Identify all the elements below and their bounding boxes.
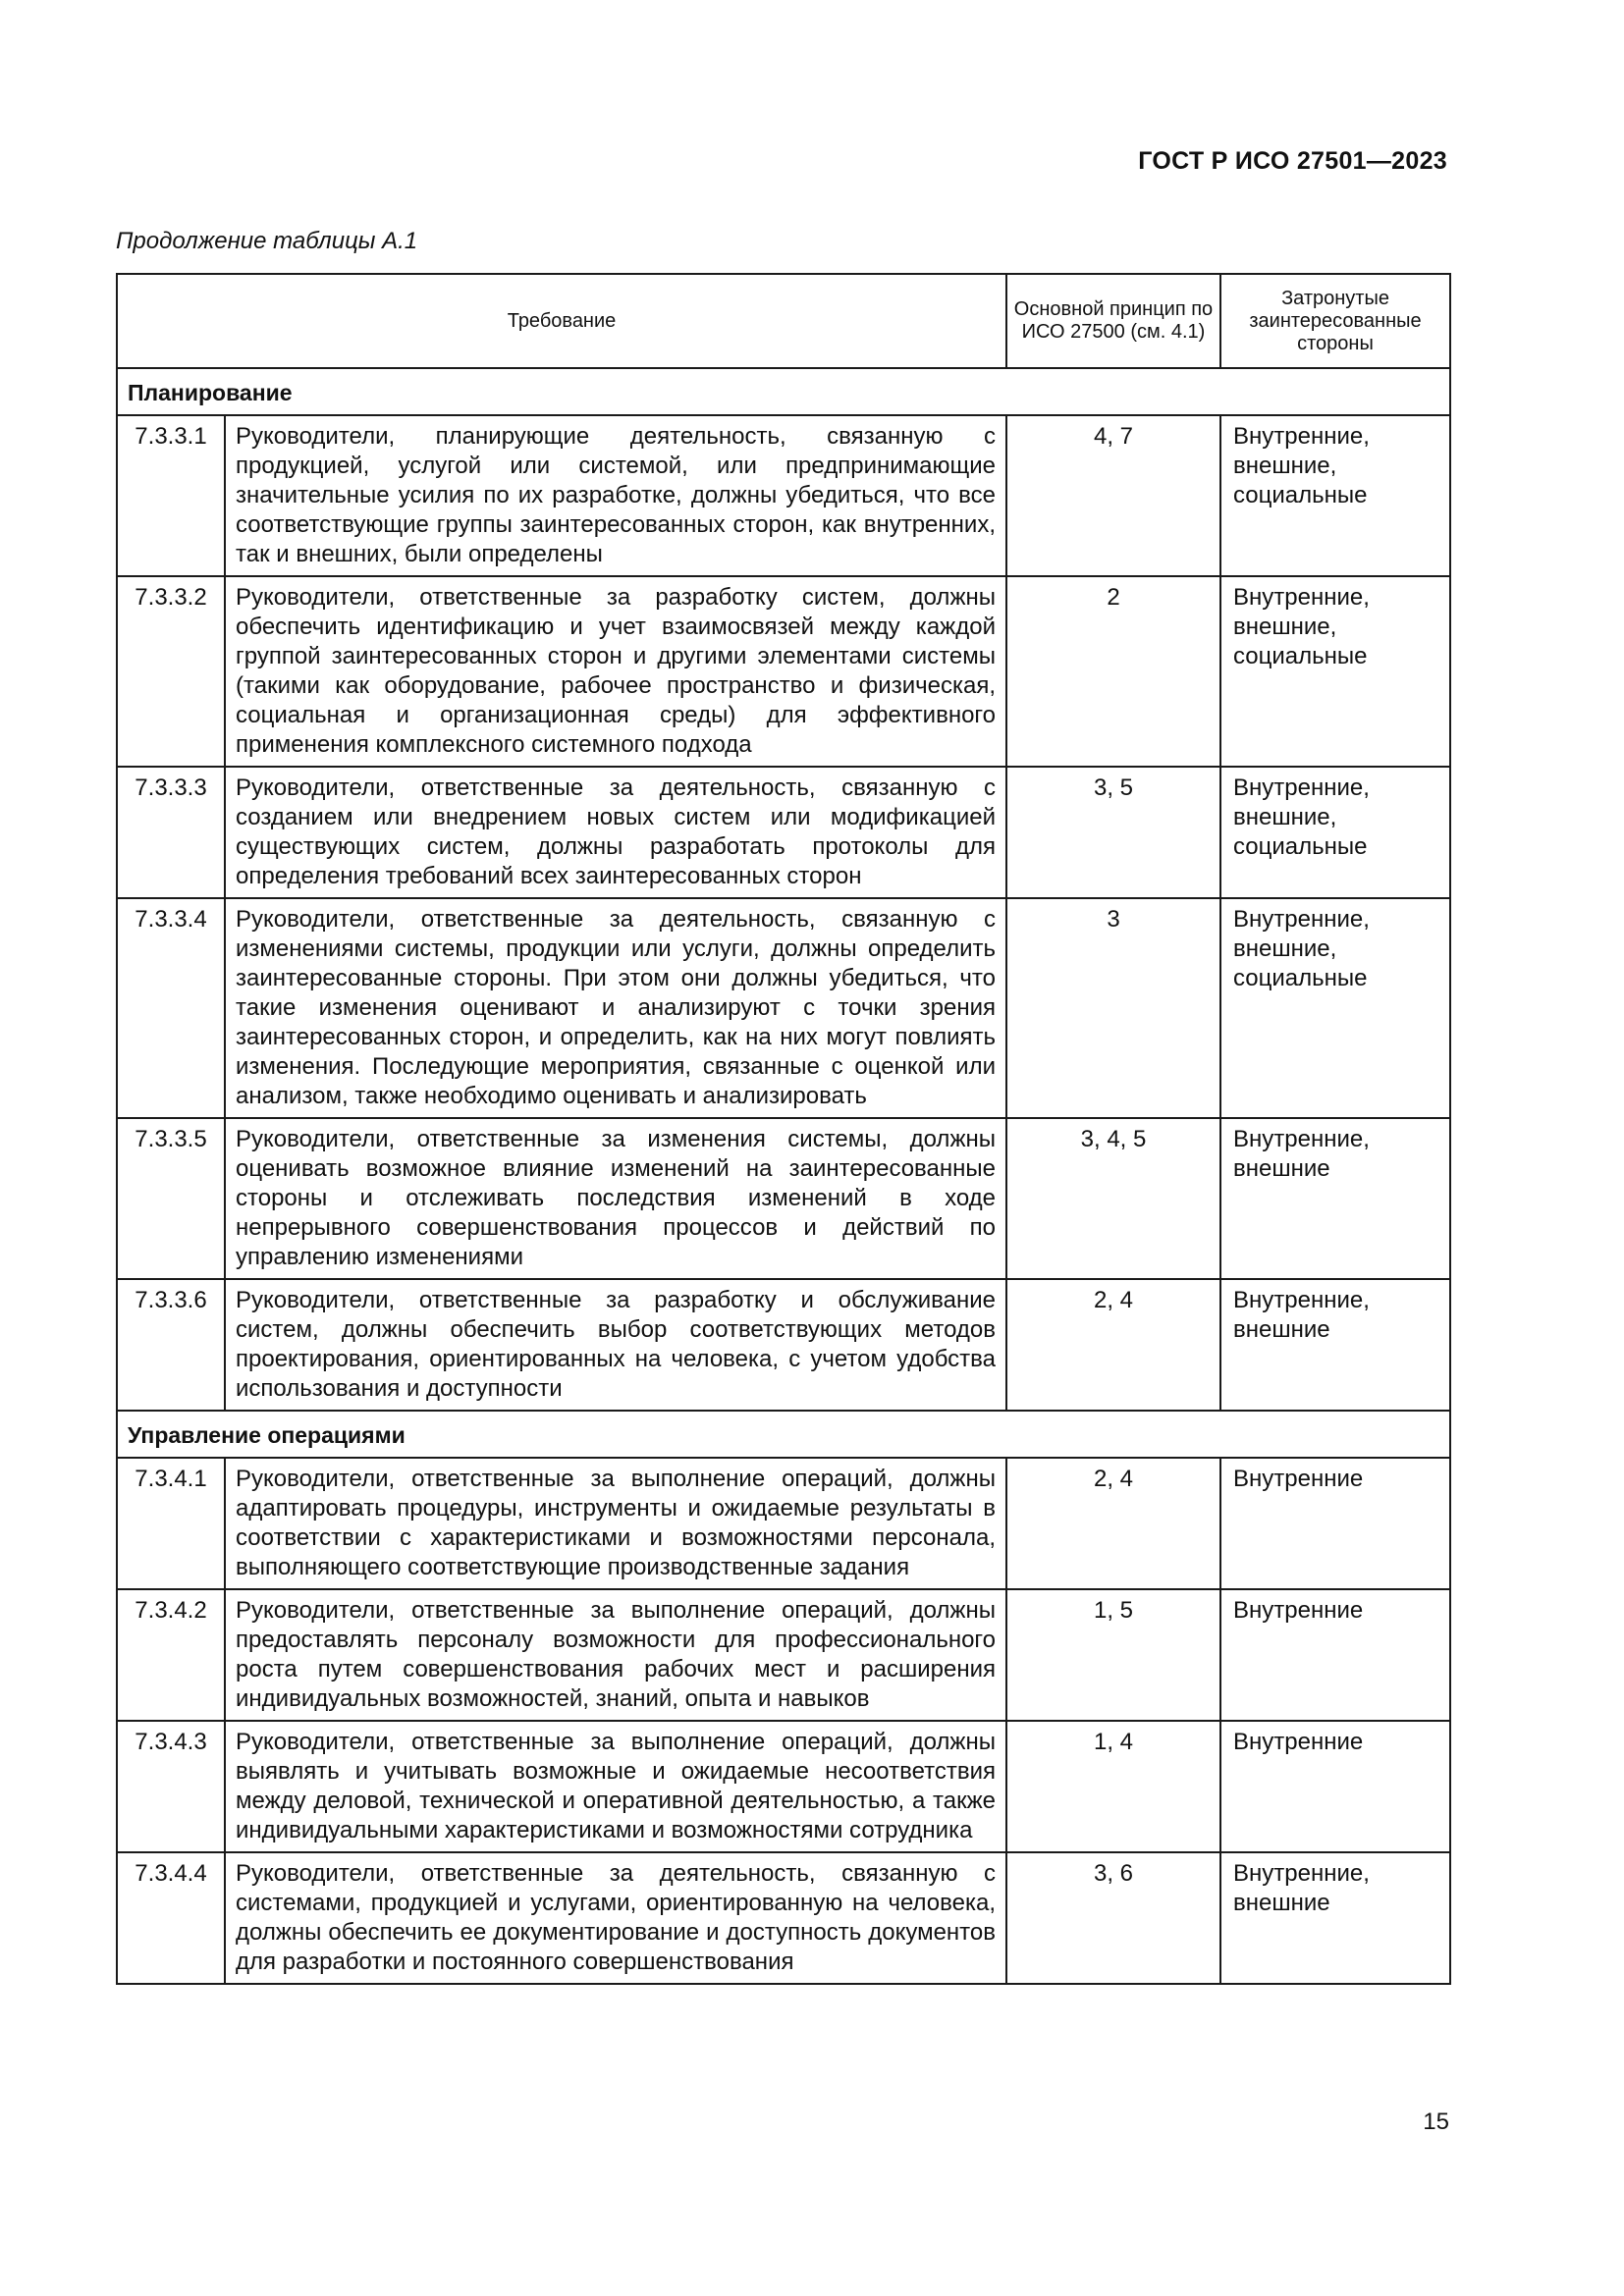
requirement-text: Руководители, ответственные за выполнение операций, должны предоставлять персоналу возможности для профессионального роста путем совершенствования рабочих мест и расширения индивидуальных возможностей, знаний, опыта и навыков — [225, 1589, 1006, 1721]
clause-number: 7.3.3.2 — [117, 576, 225, 767]
clause-number: 7.3.4.1 — [117, 1458, 225, 1589]
principle-ref: 3 — [1006, 898, 1220, 1118]
affected-parties: Внутренние, внешние, социальные — [1220, 898, 1450, 1118]
requirement-text: Руководители, планирующие деятельность, связанную с продукцией, услугой или системой, или предпринимающие значительные усилия по их разработке, должны убедиться, что все соответствующие группы заинтересованных сторон, как внутренних, так и внешних, были определены — [225, 415, 1006, 576]
clause-number: 7.3.3.4 — [117, 898, 225, 1118]
principle-ref: 3, 4, 5 — [1006, 1118, 1220, 1279]
principle-ref: 3, 5 — [1006, 767, 1220, 898]
section-title: Планирование — [117, 368, 1450, 415]
clause-number: 7.3.3.1 — [117, 415, 225, 576]
table-caption: Продолжение таблицы А.1 — [116, 228, 418, 254]
section-title: Управление операциями — [117, 1411, 1450, 1458]
affected-parties: Внутренние, внешние — [1220, 1279, 1450, 1411]
principle-ref: 2, 4 — [1006, 1279, 1220, 1411]
requirement-text: Руководители, ответственные за изменения системы, должны оценивать возможное влияние изменений на заинтересованные стороны и отслеживать последствия изменений в ходе непрерывного совершенствования процессов и действий по управлению изменениями — [225, 1118, 1006, 1279]
page-number: 15 — [1423, 2109, 1449, 2135]
document-code: ГОСТ Р ИСО 27501—2023 — [1138, 147, 1447, 175]
requirements-table — [116, 273, 1451, 1985]
table-row — [117, 898, 1450, 1118]
clause-number: 7.3.3.6 — [117, 1279, 225, 1411]
table-row — [117, 1589, 1450, 1721]
table-row — [117, 767, 1450, 898]
requirement-text: Руководители, ответственные за деятельность, связанную с созданием или внедрением новых систем или модификацией существующих систем, должны разработать протоколы для определения требований всех заинтересованных сторон — [225, 767, 1006, 898]
clause-number: 7.3.3.3 — [117, 767, 225, 898]
principle-ref: 1, 5 — [1006, 1589, 1220, 1721]
column-header-requirement: Требование — [117, 274, 1006, 368]
table-row — [117, 1458, 1450, 1589]
requirement-text: Руководители, ответственные за разработку систем, должны обеспечить идентификацию и учет взаимосвязей между каждой группой заинтересованных сторон и другими элементами системы (такими как оборудование, рабочее пространство и физическая, социальная и организационная среды) для эффективного применения комплексного системного подхода — [225, 576, 1006, 767]
table-row — [117, 1721, 1450, 1852]
affected-parties: Внутренние, внешние — [1220, 1118, 1450, 1279]
affected-parties: Внутренние, внешние — [1220, 1852, 1450, 1984]
affected-parties: Внутренние — [1220, 1721, 1450, 1852]
principle-ref: 2 — [1006, 576, 1220, 767]
affected-parties: Внутренние — [1220, 1589, 1450, 1721]
clause-number: 7.3.4.4 — [117, 1852, 225, 1984]
clause-number: 7.3.4.2 — [117, 1589, 225, 1721]
principle-ref: 3, 6 — [1006, 1852, 1220, 1984]
table-row — [117, 415, 1450, 576]
affected-parties: Внутренние, внешние, социальные — [1220, 415, 1450, 576]
column-header-principle: Основной принцип по ИСО 27500 (см. 4.1) — [1006, 274, 1220, 368]
table-row — [117, 1118, 1450, 1279]
requirement-text: Руководители, ответственные за деятельность, связанную с изменениями системы, продукции или услуги, должны определить заинтересованные стороны. При этом они должны убедиться, что такие изменения оценивают и анализируют с точки зрения заинтересованных сторон, и определить, как на них могут повлиять изменения. Последующие мероприятия, связанные с оценкой или анализом, также необходимо оценивать и анализировать — [225, 898, 1006, 1118]
principle-ref: 4, 7 — [1006, 415, 1220, 576]
clause-number: 7.3.3.5 — [117, 1118, 225, 1279]
table-row — [117, 1852, 1450, 1984]
section-row-operations — [117, 1411, 1450, 1458]
affected-parties: Внутренние, внешние, социальные — [1220, 576, 1450, 767]
requirement-text: Руководители, ответственные за выполнение операций, должны выявлять и учитывать возможные и ожидаемые несоответствия между деловой, технической и оперативной деятельностью, а также индивидуальными характеристиками и возможностями сотрудника — [225, 1721, 1006, 1852]
column-header-parties: Затронутые заинтересованные стороны — [1220, 274, 1450, 368]
requirement-text: Руководители, ответственные за деятельность, связанную с системами, продукцией и услугами, ориентированную на человека, должны обеспечить ее документирование и доступность документов для разработки и постоянного совершенствования — [225, 1852, 1006, 1984]
clause-number: 7.3.4.3 — [117, 1721, 225, 1852]
affected-parties: Внутренние — [1220, 1458, 1450, 1589]
table-row — [117, 1279, 1450, 1411]
requirement-text: Руководители, ответственные за разработку и обслуживание систем, должны обеспечить выбор соответствующих методов проектирования, ориентированных на человека, с учетом удобства использования и доступности — [225, 1279, 1006, 1411]
table-row — [117, 576, 1450, 767]
principle-ref: 2, 4 — [1006, 1458, 1220, 1589]
requirement-text: Руководители, ответственные за выполнение операций, должны адаптировать процедуры, инструменты и ожидаемые результаты в соответствии с характеристиками и возможностями персонала, выполняющего соответствующие производственные задания — [225, 1458, 1006, 1589]
affected-parties: Внутренние, внешние, социальные — [1220, 767, 1450, 898]
table-header-row — [117, 274, 1450, 368]
section-row-planning — [117, 368, 1450, 415]
principle-ref: 1, 4 — [1006, 1721, 1220, 1852]
